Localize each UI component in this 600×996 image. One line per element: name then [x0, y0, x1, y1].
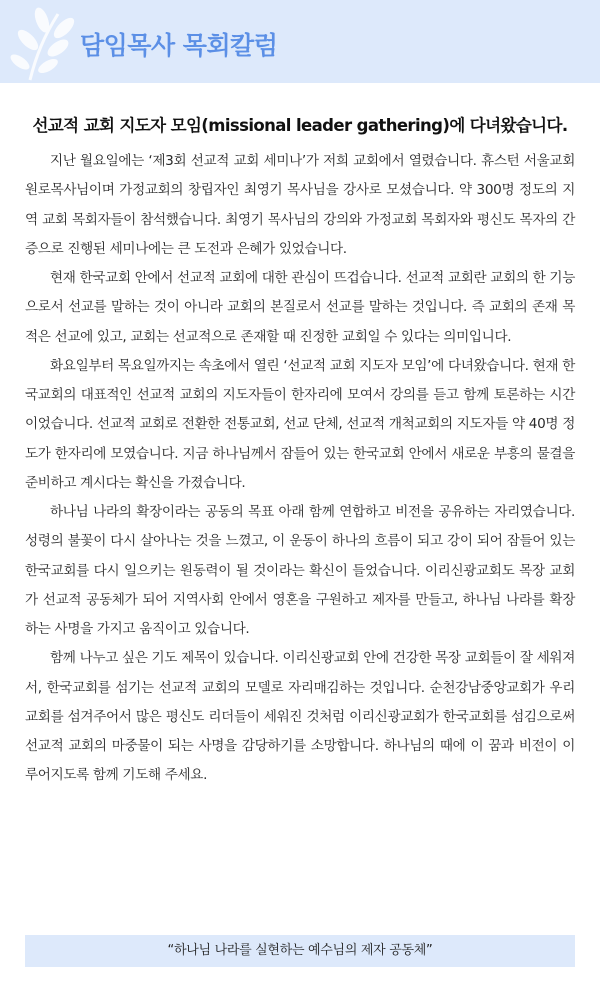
leaf-branch-icon — [6, 6, 86, 82]
paragraph: 화요일부터 목요일까지는 속초에서 열린 ‘선교적 교회 지도자 모임’에 다녀왔습니다. 현재 한국교회의 대표적인 선교적 교회의 지도자들이 한자리에 모여서 강의를 듣고 함께 토론하는 시간이었습니다. 선교적 교회로 전환한 전통교회, 선교 단체, 선교적 개척교회의 지도자들 약 40명 정도가 한자리에 모였습니다. 지금 하나님께서 잠들어 있는 한국교회 안에서 새로운 부흥의 물결을 준비하고 계시다는 확신을 가졌습니다. — [25, 357, 575, 491]
footer-band — [25, 935, 575, 967]
column-header — [0, 0, 600, 83]
paragraph: 현재 한국교회 안에서 선교적 교회에 대한 관심이 뜨겁습니다. 선교적 교회란 교회의 한 기능으로서 선교를 말하는 것이 아니라 교회의 본질로서 선교를 말하는 것입니다. 즉 교회의 존재 목적은 선교에 있고, 교회는 선교적으로 존재할 때 진정한 교회일 수 있다는 의미입니다. — [25, 270, 575, 345]
article-title: 선교적 교회 지도자 모임(missional leader gathering)에 다녀왔습니다. — [32, 116, 568, 135]
paragraph: 지난 월요일에는 ‘제3회 선교적 교회 세미나’가 저희 교회에서 열렸습니다. 휴스턴 서울교회 원로목사님이며 가정교회의 창립자인 최영기 목사님을 강사로 모셨습니다. 약 300명 정도의 지역 교회 목회자들이 참석했습니다. 최영기 목사님의 강의와 가정교회 목회자와 평신도 목자의 간증으로 진행된 세미나에는 큰 도전과 은혜가 있었습니다. — [25, 153, 575, 257]
column-title: 담임목사 목회칼럼 — [80, 31, 278, 60]
footer-quote: “하나님 나라를 실현하는 예수님의 제자 공동체” — [167, 943, 433, 958]
paragraph: 하나님 나라의 확장이라는 공동의 목표 아래 함께 연합하고 비전을 공유하는 자리였습니다. 성령의 불꽃이 다시 살아나는 것을 느꼈고, 이 운동이 하나의 흐름이 되고 강이 되어 잠들어 있는 한국교회를 다시 일으키는 원동력이 될 것이라는 확신이 들었습니다. 이리신광교회도 목장 교회가 선교적 공동체가 되어 지역사회 안에서 영혼을 구원하고 제자를 만들고, 하나님 나라를 확장하는 사명을 가지고 움직이고 있습니다. — [25, 504, 575, 637]
article-body — [25, 147, 575, 791]
paragraph: 함께 나누고 싶은 기도 제목이 있습니다. 이리신광교회 안에 건강한 목장 교회들이 잘 세워져서, 한국교회를 섬기는 선교적 교회의 모델로 자리매김하는 것입니다. 순천강남중앙교회가 우리 교회를 섬겨주어서 많은 평신도 리더들이 세워진 것처럼 이리신광교회가 한국교회를 섬김으로써 선교적 교회의 마중물이 되는 사명을 감당하기를 소망합니다. 하나님의 때에 이 꿈과 비전이 이루어지도록 함께 기도해 주세요. — [25, 650, 575, 784]
